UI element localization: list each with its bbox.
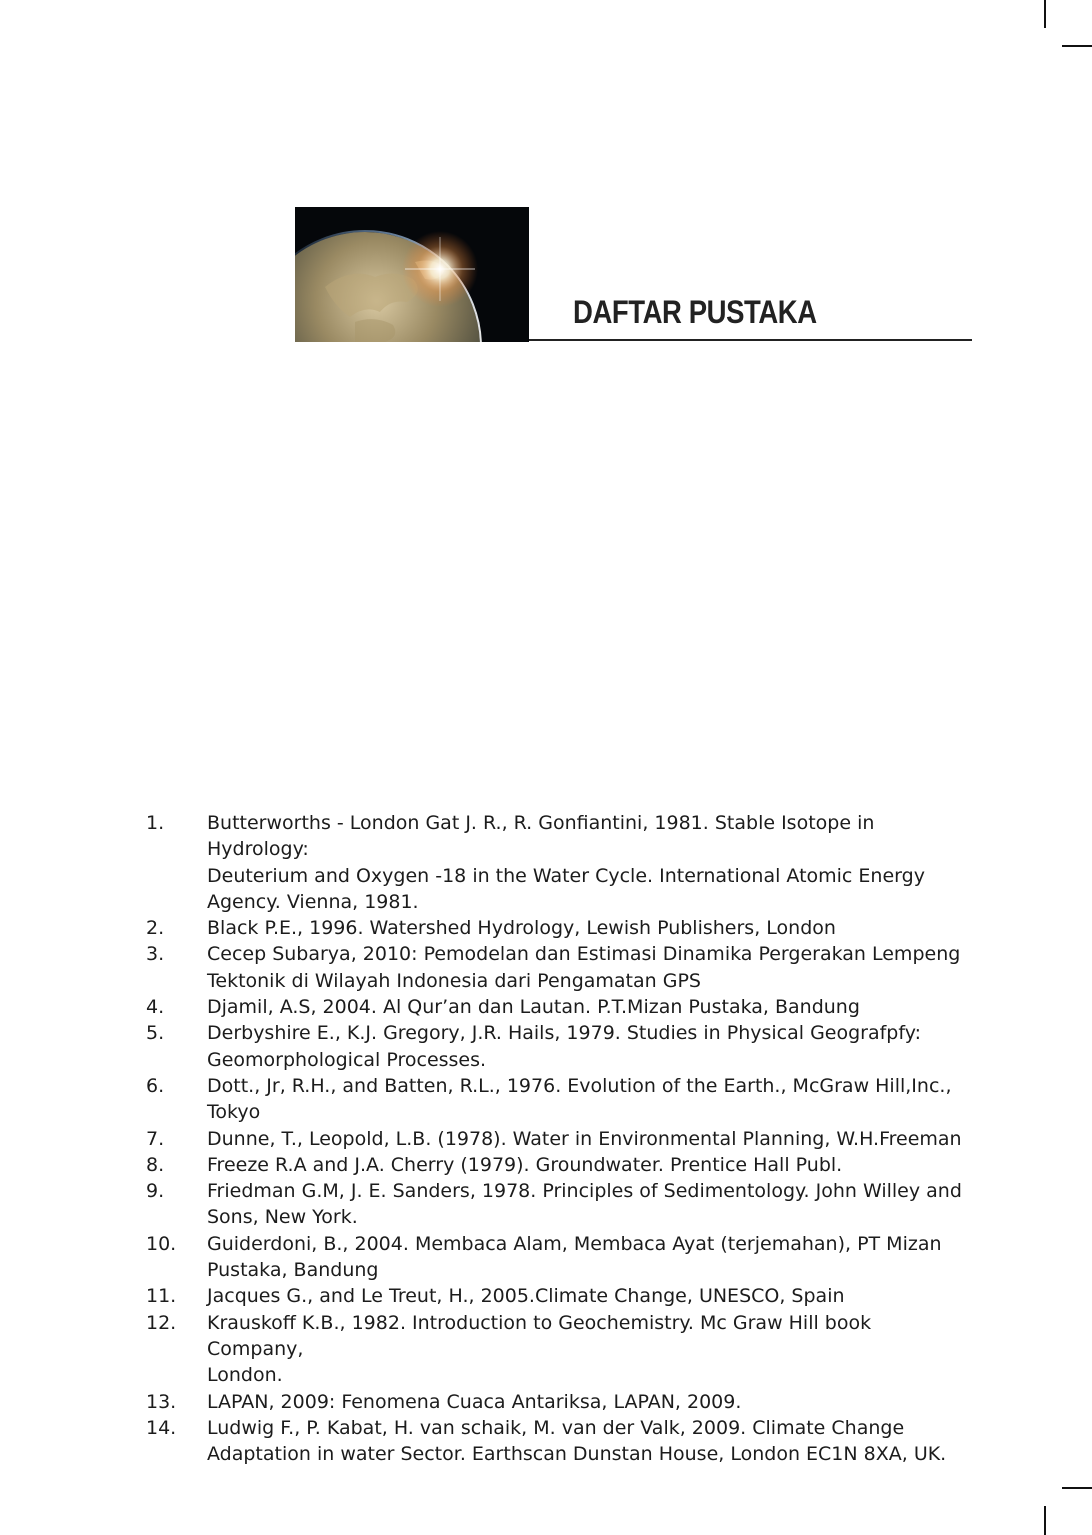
- crop-mark-top-horizontal: [1062, 45, 1092, 47]
- reference-item: [146, 915, 966, 941]
- reference-item: [146, 1152, 966, 1178]
- reference-number: 4.: [146, 996, 165, 1019]
- reference-text: Dunne, T., Leopold, L.B. (1978). Water in Environmental Planning, W.H.Freeman: [207, 1127, 962, 1150]
- reference-number: 10.: [146, 1232, 177, 1255]
- crop-mark-bottom-horizontal: [1062, 1487, 1092, 1489]
- reference-item: [146, 1020, 966, 1073]
- reference-text: Butterworths - London Gat J. R., R. Gonfiantini, 1981. Stable Isotope in Hydrology: Deuterium and Oxygen -18 in the Water Cycle. International Atomic Energy Agency. Vienna, 1981.: [207, 812, 925, 913]
- crop-mark-top-vertical: [1044, 0, 1046, 28]
- reference-number: 1.: [146, 812, 165, 834]
- reference-number: 2.: [146, 917, 165, 940]
- reference-text: LAPAN, 2009: Fenomena Cuaca Antariksa, LAPAN, 2009.: [207, 1390, 742, 1413]
- reference-text: Dott., Jr, R.H., and Batten, R.L., 1976. Evolution of the Earth., McGraw Hill,Inc., Tokyo: [207, 1074, 952, 1124]
- reference-text: Krauskoff K.B., 1982. Introduction to Geochemistry. Mc Graw Hill book Company, London.: [207, 1311, 872, 1387]
- reference-item: [146, 810, 966, 915]
- reference-list: [146, 810, 966, 1467]
- reference-text: Black P.E., 1996. Watershed Hydrology, Lewish Publishers, London: [207, 917, 836, 940]
- reference-text: Ludwig F., P. Kabat, H. van schaik, M. van der Valk, 2009. Climate Change Adaptation in water Sector. Earthscan Dunstan House, London EC1N 8XA, UK.: [207, 1416, 947, 1466]
- reference-item: [146, 1415, 966, 1468]
- page-title: DAFTAR PUSTAKA: [573, 294, 817, 330]
- reference-number: 14.: [146, 1416, 177, 1439]
- reference-item: [146, 1310, 966, 1389]
- reference-text: Guiderdoni, B., 2004. Membaca Alam, Membaca Ayat (terjemahan), PT Mizan Pustaka, Bandung: [207, 1232, 942, 1282]
- reference-item: [146, 1126, 966, 1152]
- reference-number: 7.: [146, 1127, 165, 1150]
- reference-number: 3.: [146, 943, 165, 966]
- reference-text: Derbyshire E., K.J. Gregory, J.R. Hails, 1979. Studies in Physical Geografpfy: Geomorphological Processes.: [207, 1022, 921, 1071]
- title-underline: [529, 339, 972, 341]
- reference-text: Jacques G., and Le Treut, H., 2005.Climate Change, UNESCO, Spain: [207, 1285, 845, 1308]
- earth-globe-image: [295, 207, 529, 342]
- reference-text: Freeze R.A and J.A. Cherry (1979). Groundwater. Prentice Hall Publ.: [207, 1153, 843, 1176]
- reference-text: Friedman G.M, J. E. Sanders, 1978. Principles of Sedimentology. John Willey and Sons, New York.: [207, 1180, 962, 1229]
- reference-number: 8.: [146, 1153, 165, 1176]
- reference-item: [146, 1178, 966, 1231]
- reference-text: Cecep Subarya, 2010: Pemodelan dan Estimasi Dinamika Pergerakan Lempeng Tektonik di Wilayah Indonesia dari Pengamatan GPS: [207, 943, 961, 992]
- reference-number: 13.: [146, 1390, 177, 1413]
- reference-number: 12.: [146, 1311, 177, 1334]
- reference-item: [146, 994, 966, 1020]
- reference-number: 9.: [146, 1180, 165, 1203]
- reference-item: [146, 941, 966, 994]
- reference-number: 6.: [146, 1074, 165, 1097]
- reference-text: Djamil, A.S, 2004. Al Qur’an dan Lautan. P.T.Mizan Pustaka, Bandung: [207, 996, 860, 1019]
- reference-number: 5.: [146, 1022, 165, 1045]
- crop-mark-bottom-vertical: [1044, 1506, 1046, 1535]
- reference-item: [146, 1389, 966, 1415]
- reference-item: [146, 1283, 966, 1309]
- reference-number: 11.: [146, 1285, 177, 1308]
- reference-item: [146, 1073, 966, 1126]
- reference-item: [146, 1231, 966, 1284]
